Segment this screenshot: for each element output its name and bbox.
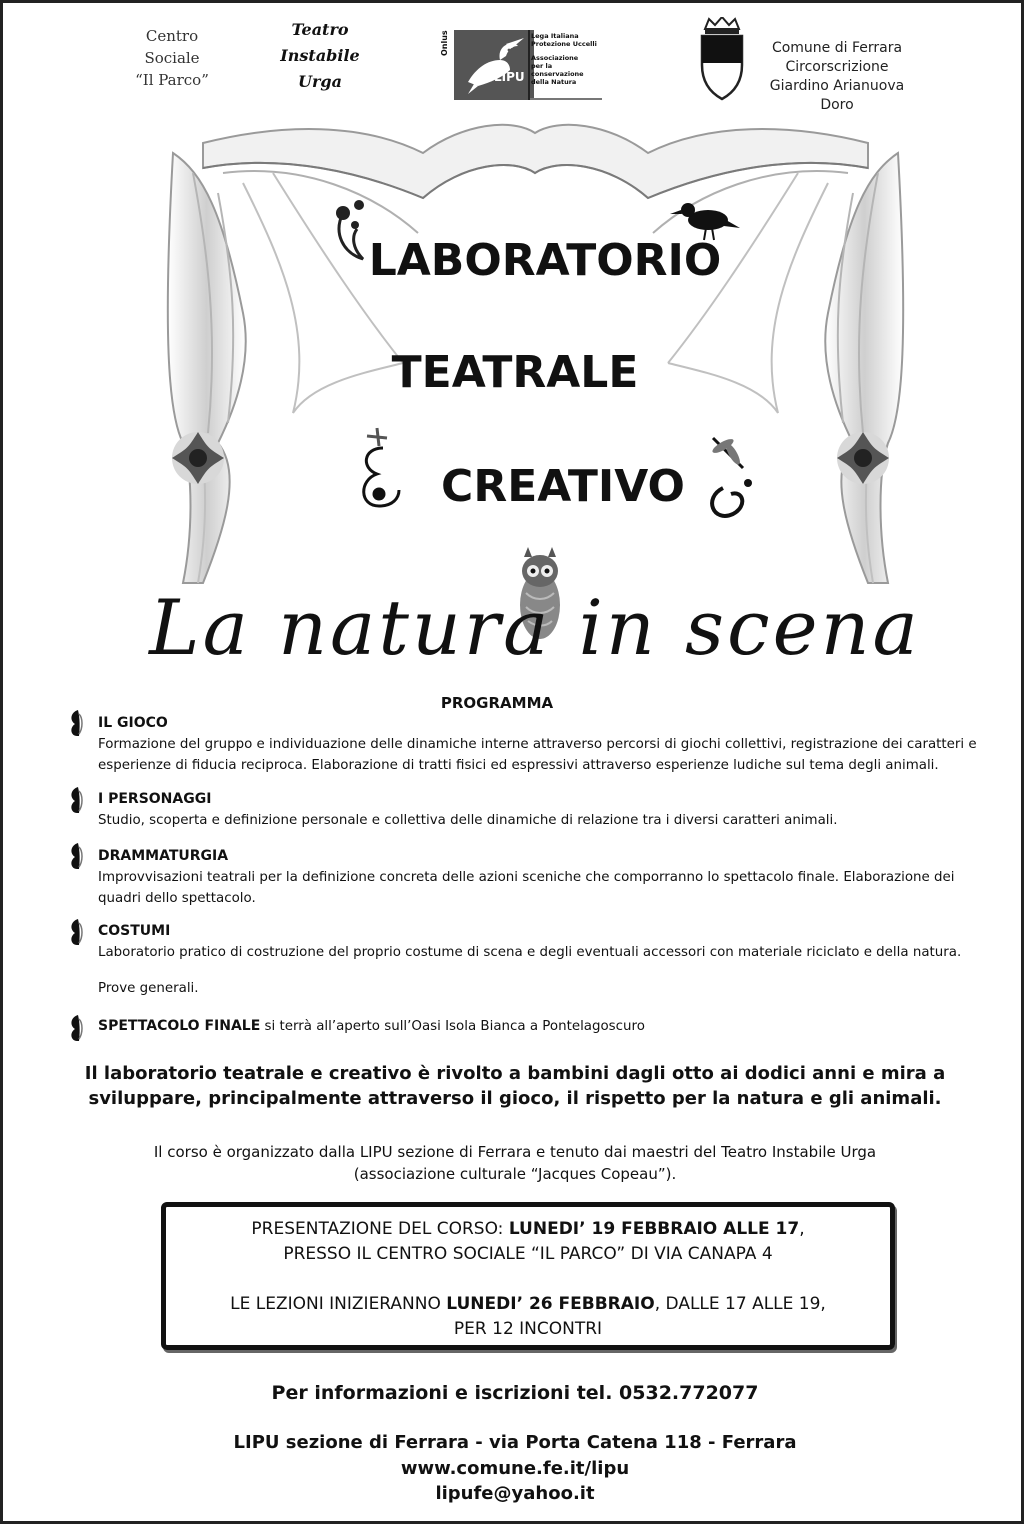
butterfly-bullet-icon xyxy=(69,708,87,738)
comune-line-2: Circorscrizione xyxy=(785,59,889,75)
butterfly-bullet-icon xyxy=(69,917,87,947)
teatro-instabile-logo xyxy=(265,17,375,95)
lipu-logo-text: LIPU xyxy=(494,70,525,84)
hoopoe-icon xyxy=(454,30,534,100)
organization-note xyxy=(63,1141,967,1185)
lessons-suffix: , DALLE 17 ALLE 19, xyxy=(654,1294,826,1314)
comune-ferrara-text xyxy=(751,39,923,115)
footer-website: www.comune.fe.it/lipu xyxy=(400,1458,630,1479)
section-i-personaggi xyxy=(98,789,993,831)
intro-paragraph: Il laboratorio teatrale e creativo è rivolto a bambini dagli otto ai dodici anni e mira a sviluppare, principalmente attraverso il gioco, il rispetto per la natura e gli animali. xyxy=(84,1063,946,1109)
footer-email: lipufe@yahoo.it xyxy=(435,1483,595,1504)
lipu-underline xyxy=(530,98,602,100)
section-drammaturgia xyxy=(98,846,993,909)
presentation-suffix: , xyxy=(799,1219,805,1239)
presentation-date: LUNEDI’ 19 FEBBRAIO ALLE 17 xyxy=(508,1219,800,1239)
presentation-line-2: PRESSO IL CENTRO SOCIALE “IL PARCO” DI VIA CANAPA 4 xyxy=(283,1244,773,1264)
centro-line-2: Sociale xyxy=(144,49,200,67)
prove-generali: Prove generali. xyxy=(98,981,199,996)
section-title: I PERSONAGGI xyxy=(98,791,212,807)
lessons-prefix: LE LEZIONI INIZIERANNO xyxy=(230,1294,447,1314)
section-text: Formazione del gruppo e individuazione delle dinamiche interne attraverso percorsi di giochi collettivi, registrazione dei caratteri e esperienze di fiducia reciproca. Elaborazione di tratti fisici ed espressivi attraverso esperienze ludiche sul tema degli animali. xyxy=(98,737,977,773)
lipu-description xyxy=(531,32,601,86)
lipu-desc-line: Associazione xyxy=(531,54,579,62)
section-title: IL GIOCO xyxy=(98,715,168,731)
centro-line-3: “Il Parco” xyxy=(135,71,209,89)
presentation-prefix: PRESENTAZIONE DEL CORSO: xyxy=(251,1219,509,1239)
teatro-line-3: Urga xyxy=(298,72,342,91)
teatro-line-1: Teatro xyxy=(291,20,349,39)
lipu-bird-box xyxy=(454,30,534,100)
section-spettacolo-finale xyxy=(98,1016,993,1037)
teatro-line-2: Instabile xyxy=(280,46,360,65)
lipu-desc-line: per la conservazione xyxy=(531,62,584,78)
title-laboratorio: LABORATORIO xyxy=(368,235,722,286)
centro-line-1: Centro xyxy=(145,27,199,45)
title-creativo: CREATIVO xyxy=(441,461,685,512)
org-line-2: (associazione culturale “Jacques Copeau”). xyxy=(353,1165,677,1183)
title-teatrale: TEATRALE xyxy=(391,347,639,398)
subtitle-natura-in-scena: La natura in scena xyxy=(149,583,921,672)
centro-sociale-logo xyxy=(127,25,217,91)
section-text: Improvvisazioni teatrali per la definizione concreta delle azioni sceniche che comporranno lo spettacolo finale. Elaborazione dei quadri dello spettacolo. xyxy=(98,870,955,906)
lessons-line-2: PER 12 INCONTRI xyxy=(453,1319,603,1339)
programma-heading: PROGRAMMA xyxy=(440,694,554,712)
section-text: Laboratorio pratico di costruzione del proprio costume di scena e degli eventuali accessori con materiale riciclato e della natura. xyxy=(98,945,962,960)
lessons-date: LUNEDI’ 26 FEBBRAIO xyxy=(446,1294,655,1314)
lipu-desc-line: della Natura xyxy=(531,78,577,86)
section-costumi xyxy=(98,921,993,963)
footer-address: LIPU sezione di Ferrara - via Porta Catena 118 - Ferrara xyxy=(233,1432,797,1453)
lipu-onlus-label: Onlus xyxy=(440,30,449,56)
section-text: Studio, scoperta e definizione personale e collettiva delle dinamiche di relazione tra i diversi caratteri animali. xyxy=(98,813,838,828)
butterfly-bullet-icon xyxy=(69,1013,87,1043)
section-il-gioco xyxy=(98,713,993,776)
presentation-box xyxy=(161,1202,895,1350)
info-phone: Per informazioni e iscrizioni tel. 0532.772077 xyxy=(271,1382,759,1404)
lipu-logo xyxy=(440,30,604,102)
lessons-line-1 xyxy=(166,1292,890,1316)
butterfly-bullet-icon xyxy=(69,785,87,815)
section-title: SPETTACOLO FINALE xyxy=(98,1018,261,1034)
presentation-line-1 xyxy=(166,1217,890,1241)
section-text: si terrà all’aperto sull’Oasi Isola Bianca a Pontelagoscuro xyxy=(260,1019,645,1034)
section-title: DRAMMATURGIA xyxy=(98,848,229,864)
comune-line-1: Comune di Ferrara xyxy=(771,40,903,56)
butterfly-bullet-icon xyxy=(69,841,87,871)
org-line-1: Il corso è organizzato dalla LIPU sezione di Ferrara e tenuto dai maestri del Teatro Instabile Urga xyxy=(153,1143,877,1161)
lipu-desc-line: Lega Italiana xyxy=(531,32,579,40)
comune-line-3: Giardino Arianuova Doro xyxy=(769,78,905,113)
lipu-divider xyxy=(528,30,530,100)
ferrara-coat-of-arms-icon xyxy=(699,17,745,101)
section-title: COSTUMI xyxy=(98,923,171,939)
lipu-desc-line: Protezione Uccelli xyxy=(531,40,597,48)
